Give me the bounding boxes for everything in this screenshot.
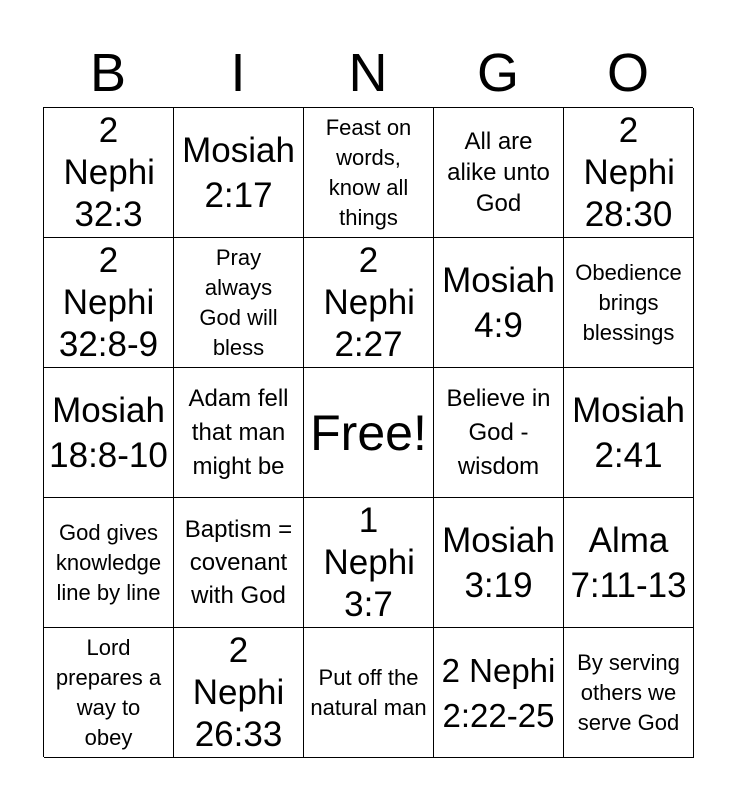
bingo-cell-r5-c2[interactable] xyxy=(174,628,304,758)
header-letter-g: G xyxy=(476,43,519,103)
bingo-cell-r2-c2[interactable] xyxy=(174,238,304,368)
bingo-cell-r3-c1[interactable] xyxy=(44,368,174,498)
cell-text: Obedience brings blessings xyxy=(575,259,682,345)
bingo-cell-r2-c4[interactable] xyxy=(434,238,564,368)
free-space-text: Free! xyxy=(310,404,427,461)
cell-text: Adam fell that man might be xyxy=(188,384,289,480)
bingo-cell-r1-c1[interactable] xyxy=(44,108,174,238)
cell-text: Mosiah 4:9 xyxy=(442,260,555,345)
bingo-cell-r2-c5[interactable] xyxy=(564,238,694,368)
cell-text: 2 Nephi 26:33 xyxy=(192,630,285,754)
bingo-cell-r3-c4[interactable] xyxy=(434,368,564,498)
bingo-cell-r3-c2[interactable] xyxy=(174,368,304,498)
bingo-cell-r3-c3[interactable] xyxy=(304,368,434,498)
cell-text: Feast on words, know all things xyxy=(325,114,412,230)
bingo-cell-r1-c5[interactable] xyxy=(564,108,694,238)
cell-text: Alma 7:11-13 xyxy=(570,520,687,605)
bingo-cell-r5-c3[interactable] xyxy=(304,628,434,758)
bingo-cell-r4-c2[interactable] xyxy=(174,498,304,628)
bingo-cell-r1-c3[interactable] xyxy=(304,108,434,238)
cell-text: 2 Nephi 2:27 xyxy=(323,240,415,364)
cell-text: Baptism = covenant with God xyxy=(184,516,293,609)
cell-text: Lord prepares a way to obey xyxy=(55,634,162,750)
bingo-cell-r5-c1[interactable] xyxy=(44,628,174,758)
bingo-header xyxy=(43,40,693,106)
header-letter-i: I xyxy=(230,43,246,103)
bingo-cell-r2-c1[interactable] xyxy=(44,238,174,368)
bingo-cell-r4-c4[interactable] xyxy=(434,498,564,628)
cell-text: Believe in God - wisdom xyxy=(446,384,551,480)
bingo-cell-r4-c3[interactable] xyxy=(304,498,434,628)
cell-text: Mosiah 2:41 xyxy=(572,390,685,475)
cell-text: 2 Nephi 32:3 xyxy=(63,110,155,234)
bingo-cell-r5-c5[interactable] xyxy=(564,628,694,758)
header-letter-n: N xyxy=(348,43,388,103)
cell-text: 2 Nephi 28:30 xyxy=(583,110,675,234)
bingo-card-grid xyxy=(43,107,693,757)
cell-text: By serving others we serve God xyxy=(577,649,680,735)
header-letter-o: O xyxy=(606,43,649,103)
bingo-cell-r4-c5[interactable] xyxy=(564,498,694,628)
cell-text: 2 Nephi 32:8-9 xyxy=(58,240,159,364)
cell-text: Mosiah 3:19 xyxy=(442,520,555,605)
bingo-cell-r4-c1[interactable] xyxy=(44,498,174,628)
bingo-cell-r2-c3[interactable] xyxy=(304,238,434,368)
header-letter-b: B xyxy=(89,43,127,103)
bingo-cell-r5-c4[interactable] xyxy=(434,628,564,758)
cell-text: Pray always God will bless xyxy=(199,244,278,360)
bingo-cell-r3-c5[interactable] xyxy=(564,368,694,498)
cell-text: 2 Nephi 2:22-25 xyxy=(441,651,556,734)
cell-text: Mosiah 2:17 xyxy=(182,130,295,215)
cell-text: 1 Nephi 3:7 xyxy=(323,500,415,624)
cell-text: Mosiah 18:8-10 xyxy=(49,390,168,475)
cell-text: Put off the natural man xyxy=(310,664,427,720)
bingo-cell-r1-c2[interactable] xyxy=(174,108,304,238)
bingo-cell-r1-c4[interactable] xyxy=(434,108,564,238)
cell-text: God gives knowledge line by line xyxy=(55,519,162,605)
cell-text: All are alike unto God xyxy=(447,128,550,217)
